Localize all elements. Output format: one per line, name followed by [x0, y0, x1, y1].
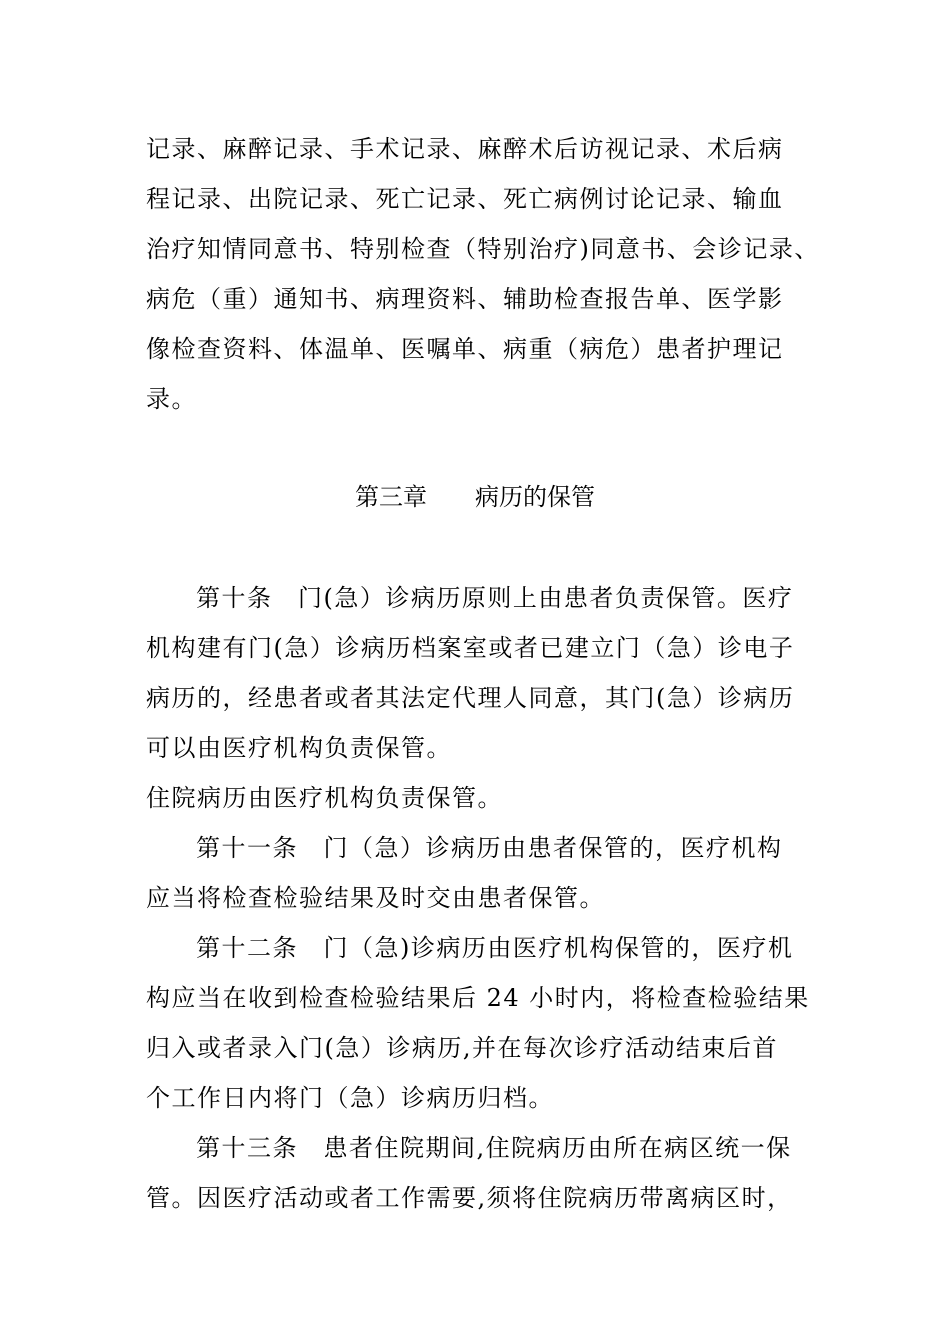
article-13-line: 第十三条 患者住院期间,住院病历由所在病区统一保	[196, 1134, 792, 1162]
text-line: 记录、麻醉记录、手术记录、麻醉术后访视记录、术后病	[146, 135, 784, 163]
text-line: 住院病历由医疗机构负责保管。	[146, 784, 503, 812]
text-line: 个工作日内将门（急）诊病历归档。	[146, 1084, 554, 1112]
text-line: 机构建有门(急）诊病历档案室或者已建立门（急）诊电子	[146, 634, 795, 662]
text-line: 录。	[146, 385, 197, 413]
article-11-line: 第十一条 门（急）诊病历由患者保管的，医疗机构	[196, 834, 783, 862]
text-line: 病危（重）通知书、病理资料、辅助检查报告单、医学影	[146, 285, 784, 313]
text-line: 像检查资料、体温单、医嘱单、病重（病危）患者护理记	[146, 335, 784, 363]
text-line: 应当将检查检验结果及时交由患者保管。	[146, 884, 605, 912]
text-line: 归入或者录入门(急）诊病历,并在每次诊疗活动结束后首	[146, 1034, 778, 1062]
article-10-line: 第十条 门(急）诊病历原则上由患者负责保管。医疗	[196, 584, 794, 612]
chapter-title: 第三章 病历的保管	[355, 483, 595, 511]
text-line: 可以由医疗机构负责保管。	[146, 734, 452, 762]
text-line: 管。因医疗活动或者工作需要,须将住院病历带离病区时，	[146, 1184, 793, 1212]
text-line: 治疗知情同意书、特别检查（特别治疗)同意书、会诊记录、	[146, 235, 820, 263]
article-12-line: 第十二条 门（急)诊病历由医疗机构保管的，医疗机	[196, 934, 794, 962]
text-line: 病历的，经患者或者其法定代理人同意，其门(急）诊病历	[146, 684, 795, 712]
text-line: 构应当在收到检查检验结果后 24 小时内，将检查检验结果	[146, 984, 810, 1012]
text-line: 程记录、出院记录、死亡记录、死亡病例讨论记录、输血	[146, 185, 784, 213]
